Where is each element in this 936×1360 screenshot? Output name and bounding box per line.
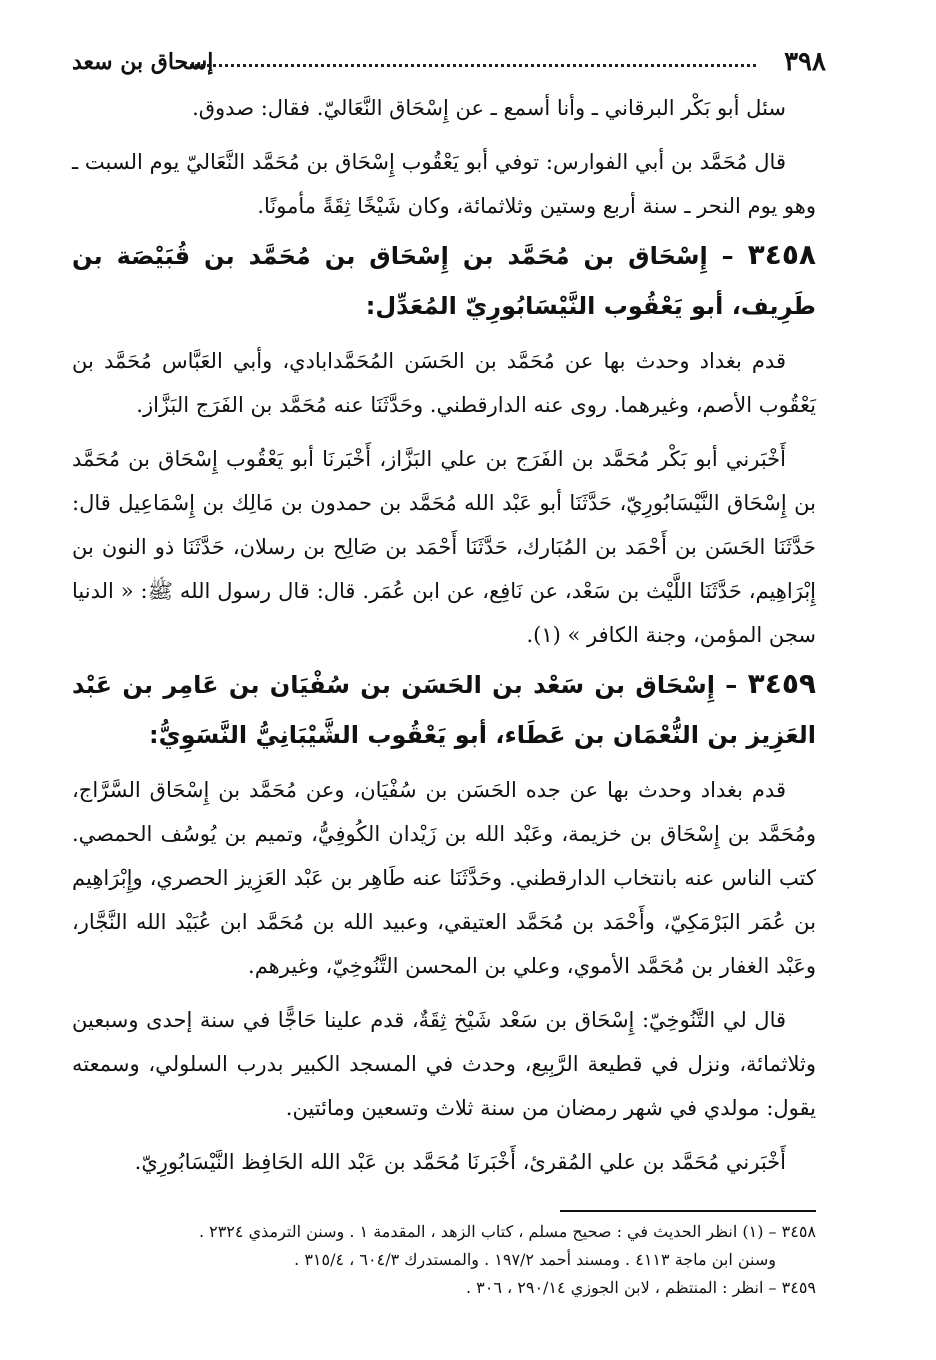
paragraph: أَخْبَرني أبو بَكْر مُحَمَّد بن الفَرَج بن علي البَزَّاز، أَخْبَرنَا أبو يَعْقُوب إِسْحَاق بن مُحَمَّد بن إِسْحَاق النَّيْسَابُورِيّ، حَدَّثَنَا أبو عَبْد الله مُحَمَّد بن حمدون بن مَالِك بن إِسْمَاعِيل قال: حَدَّثَنَا الحَسَن بن أَحْمَد بن المُبَارك، حَدَّثَنَا أَحْمَد بن صَالِح بن رسلان، حَدَّثَنَا ذو النون بن إِبْرَاهِيم، حَدَّثَنَا اللَّيْث بن سَعْد، عن نَافِع، عن ابن عُمَر. قال: قال رسول الله ﷺ: « الدنيا سجن المؤمن، وجنة الكافر » (١).: [72, 447, 816, 647]
running-title: إسحاق بن سعد: [72, 49, 214, 75]
footnote: ٣٤٥٨ – (١) انظر الحديث في : صحيح مسلم ، كتاب الزهد ، المقدمة ١ . وسنن الترمذي ٢٣٢٤ .: [198, 1222, 816, 1241]
paragraph: قدم بغداد وحدث بها عن مُحَمَّد بن الحَسَن المُحَمَّدابادي، وأبي العَبَّاس مُحَمَّد بن يَعْقُوب الأصم، وغيرهما. روى عنه الدارقطني. وحَدَّثَنَا عنه مُحَمَّد بن الفَرَج البَزَّاز.: [72, 349, 816, 417]
footnote: ٣٤٥٩ – انظر : المنتظم ، لابن الجوزي ٢٩٠/١٤ ، ٣٠٦ .: [465, 1278, 816, 1297]
running-header: [72, 42, 826, 82]
paragraph: قال مُحَمَّد بن أبي الفوارس: توفي أبو يَعْقُوب إِسْحَاق بن مُحَمَّد النَّعَاليّ يوم السبت ـ وهو يوم النحر ـ سنة أربع وستين وثلاثمائة، وكان شَيْخًا ثِقَةً مأمونًا.: [72, 150, 816, 218]
entry-title: – إِسْحَاق بن مُحَمَّد بن إِسْحَاق بن مُحَمَّد بن قُبَيْصَة بن طَرِيف، أبو يَعْقُوب النَّيْسَابُورِيّ المُعَدِّل:: [72, 242, 816, 320]
paragraph: قدم بغداد وحدث بها عن جده الحَسَن بن سُفْيَان، وعن مُحَمَّد بن إِسْحَاق السَّرَّاج، ومُحَمَّد بن إِسْحَاق بن خزيمة، وعَبْد الله بن زَيْدان الكُوفِيُّ، وتميم بن يُوسُف الحمصي. كتب الناس عنه بانتخاب الدارقطني. وحَدَّثَنَا عنه طَاهِر بن عَبْد العَزِيز الحصري، وإِبْرَاهِيم بن عُمَر البَرْمَكِيّ، وأَحْمَد بن مُحَمَّد العتيقي، وعبيد الله بن مُحَمَّد ابن عُبَيْد الله النَّجَّار، وعَبْد الغفار بن مُحَمَّد الأموي، وعلي بن المحسن التَّنُوخِيّ، وغيرهم.: [72, 778, 816, 978]
main-text: [72, 86, 816, 1184]
entry-number: ٣٤٥٨: [747, 238, 816, 271]
footnotes: [72, 1218, 816, 1302]
page-number: ٣٩٨: [784, 47, 826, 77]
header-dot-leader: [190, 64, 756, 67]
paragraph: أَخْبَرني مُحَمَّد بن علي المُقرئ، أَخْبَرنَا مُحَمَّد بن عَبْد الله الحَافِظ النَّيْسَابُورِيّ.: [134, 1150, 786, 1174]
paragraph: سئل أبو بَكْر البرقاني ـ وأنا أسمع ـ عن إِسْحَاق النَّعَاليّ. فقال: صدوق.: [192, 96, 786, 120]
entry-heading: [72, 230, 816, 331]
entry-title: – إِسْحَاق بن سَعْد بن الحَسَن بن سُفْيَان بن عَامِر بن عَبْد العَزِيز بن النُّعْمَان بن عَطَاء، أبو يَعْقُوب الشَّيْبَانِيُّ النَّسَوِيُّ:: [72, 671, 816, 749]
paragraph: قال لي التَّنُوخِيّ: إِسْحَاق بن سَعْد شَيْخ ثِقَةٌ، قدم علينا حَاجًّا في سنة إحدى وسبعين وثلاثمائة، ونزل في قطيعة الرَّبِيع، وحدث في المسجد الكبير بدرب السلولي، وسمعته يقول: مولدي في شهر رمضان من سنة ثلاث وتسعين ومائتين.: [72, 1008, 816, 1120]
entry-number: ٣٤٥٩: [747, 667, 816, 700]
entry-heading: [72, 659, 816, 760]
footnote: وسنن ابن ماجة ٤١١٣ . ومسند أحمد ١٩٧/٢ . والمستدرك ٦٠٤/٣ ، ٣١٥/٤ .: [294, 1250, 776, 1269]
footnote-rule: [560, 1210, 816, 1212]
